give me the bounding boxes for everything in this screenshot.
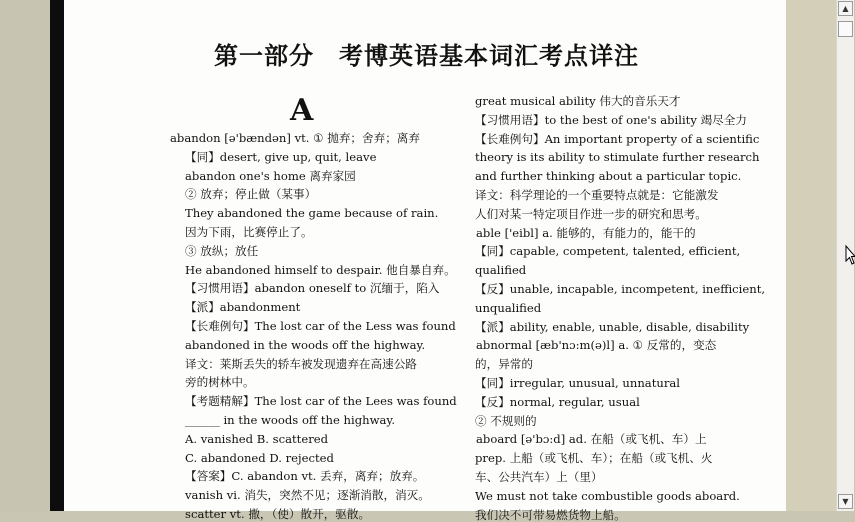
chevron-down-icon: ▼ — [842, 497, 849, 506]
right-column-line: 译文：科学理论的一个重要特点就是：它能激发 — [475, 188, 719, 202]
right-column-line: 我们决不可带易燃货物上船。 — [475, 507, 626, 522]
mouse-cursor-icon — [845, 245, 855, 265]
right-column-line: abnormal [æb'nɔ:m(ə)l] a. ① 反常的，变态 — [476, 338, 717, 353]
left-column-line: 【同】desert, give up, quit, leave — [185, 149, 377, 164]
left-column-line: C. abandoned D. rejected — [185, 450, 334, 465]
right-column-line: 【长难例句】An important property of a scientific — [475, 131, 760, 146]
right-column-line: 【习惯用语】to the best of one's ability 竭尽全力 — [475, 112, 747, 127]
left-column-line: They abandoned the game because of rain. — [185, 206, 439, 221]
right-column-line: 人们对某一特定项目作进一步的研究和思考。 — [475, 206, 707, 221]
right-column-line: and further thinking about a particular topic. — [475, 169, 742, 184]
left-column-line: ③ 放纵；放任 — [185, 243, 259, 258]
right-column-line: We must not take combustible goods aboard. — [475, 488, 740, 503]
right-column-line: 【同】irregular, unusual, unnatural — [475, 376, 680, 390]
right-column-line: 车、公共汽车）上（里） — [475, 470, 603, 484]
right-column-line: unqualified — [475, 300, 542, 315]
left-column-line: 旁的树林中。 — [185, 375, 255, 390]
right-column-line: qualified — [475, 263, 527, 278]
page-title: 第一部分 考博英语基本词汇考点详注 — [214, 41, 639, 70]
left-column-line: abandon one's home 离弃家园 — [185, 168, 356, 183]
right-column-line: 【反】unable, incapable, incompetent, inefficient, — [475, 282, 766, 296]
right-column-line: able ['eibl] a. 能够的，有能力的，能干的 — [476, 225, 696, 240]
left-column-line: A. vanished B. scattered — [185, 431, 329, 446]
left-column-line: 【答案】C. abandon vt. 丢弃，离弃；放弃。 — [185, 469, 425, 484]
section-letter: A — [290, 93, 314, 128]
right-background — [786, 0, 836, 511]
right-column-line: 【反】normal, regular, usual — [475, 394, 640, 409]
left-column-line: abandon [ə'bændən] vt. ① 抛弃；舍弃；离弃 — [170, 131, 420, 145]
chevron-up-icon: ▲ — [842, 4, 849, 13]
left-column-line: He abandoned himself to despair. 他自暴自弃。 — [185, 262, 456, 277]
right-column-line: 【派】ability, enable, unable, disable, disability — [475, 319, 750, 334]
scroll-up-button[interactable] — [838, 1, 853, 16]
right-column-line: aboard [ə'bɔ:d] ad. 在船（或飞机、车）上 — [476, 432, 707, 447]
left-column-line: abandoned in the woods off the highway. — [185, 337, 426, 352]
right-column-line: 的，异常的 — [475, 357, 533, 372]
left-column-line: 【考题精解】The lost car of the Lees was found — [185, 394, 457, 409]
left-background — [0, 0, 50, 511]
right-column-line: 【同】capable, competent, talented, efficient, — [475, 244, 741, 259]
left-column-line: scatter vt. 撒，（使）散开，驱散。 — [185, 507, 371, 521]
right-column-line: prep. 上船（或飞机、车）；在船（或飞机、火 — [475, 451, 713, 466]
left-column-line: 【习惯用语】abandon oneself to 沉缅于，陷入 — [185, 281, 440, 296]
left-column-line: vanish vi. 消失，突然不见；逐渐消散，消灭。 — [185, 488, 430, 503]
left-column-line: 译文：莱斯丢失的轿车被发现遗弃在高速公路 — [185, 356, 417, 371]
right-column-line: ② 不规则的 — [475, 413, 537, 428]
page-edge — [50, 0, 64, 511]
right-column-line: theory is its ability to stimulate further research — [475, 150, 760, 165]
left-column-line: ② 放弃；停止做（某事） — [185, 187, 317, 202]
scroll-thumb[interactable] — [838, 21, 853, 37]
document-page — [64, 0, 786, 522]
left-column-line: 【派】abandonment — [185, 300, 301, 315]
scroll-down-button[interactable] — [838, 494, 853, 509]
left-column-line: ______ in the woods off the highway. — [185, 413, 396, 427]
right-column-line: great musical ability 伟大的音乐天才 — [475, 94, 681, 108]
left-column-line: 【长难例句】The lost car of the Less was found — [185, 319, 456, 333]
left-column-line: 因为下雨，比赛停止了。 — [185, 225, 313, 239]
